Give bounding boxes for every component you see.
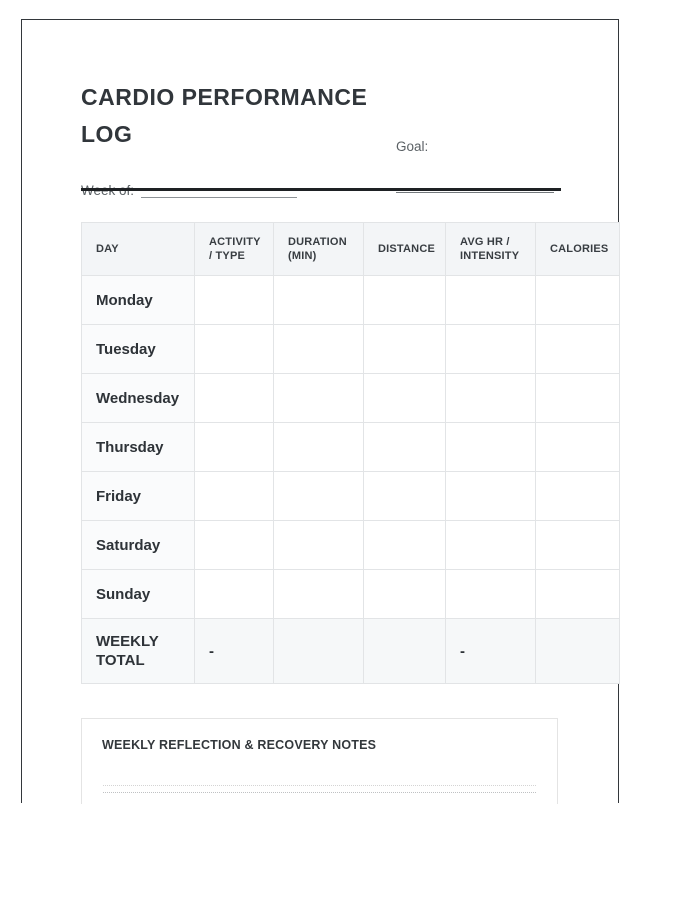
day-label: Tuesday: [82, 325, 195, 374]
notes-heading: WEEKLY REFLECTION & RECOVERY NOTES: [102, 738, 377, 752]
table-row-sunday: [82, 570, 620, 619]
log-cell[interactable]: [446, 521, 536, 570]
log-cell[interactable]: [364, 521, 446, 570]
notes-writing-line[interactable]: [103, 785, 536, 793]
log-cell[interactable]: [446, 374, 536, 423]
log-cell[interactable]: [274, 374, 364, 423]
total-calories-cell[interactable]: [536, 619, 620, 684]
day-label: Sunday: [82, 570, 195, 619]
log-cell[interactable]: [195, 472, 274, 521]
week-of-input-line[interactable]: [141, 197, 297, 198]
log-cell[interactable]: [536, 472, 620, 521]
log-cell[interactable]: [274, 521, 364, 570]
header-divider: [81, 188, 561, 191]
log-cell[interactable]: [364, 570, 446, 619]
table-row-wednesday: [82, 374, 620, 423]
day-label: Friday: [82, 472, 195, 521]
log-cell[interactable]: [195, 276, 274, 325]
table-row-thursday: [82, 423, 620, 472]
log-cell[interactable]: [536, 570, 620, 619]
log-cell[interactable]: [536, 325, 620, 374]
log-cell[interactable]: [274, 423, 364, 472]
log-cell[interactable]: [274, 325, 364, 374]
column-header-day: DAY: [82, 223, 195, 276]
log-cell[interactable]: [446, 570, 536, 619]
header-row: [82, 223, 620, 276]
log-cell[interactable]: [364, 374, 446, 423]
goal-label: Goal:: [396, 139, 429, 154]
column-header-activity: ACTIVITY / TYPE: [195, 223, 274, 276]
day-label: Wednesday: [82, 374, 195, 423]
log-cell[interactable]: [364, 276, 446, 325]
log-cell[interactable]: [274, 472, 364, 521]
log-cell[interactable]: [274, 570, 364, 619]
table-row-friday: [82, 472, 620, 521]
day-label: Saturday: [82, 521, 195, 570]
column-header-duration: DURATION (MIN): [274, 223, 364, 276]
log-cell[interactable]: [195, 374, 274, 423]
log-cell[interactable]: [446, 325, 536, 374]
cardio-log-table: [81, 222, 620, 684]
log-cell[interactable]: [536, 374, 620, 423]
log-cell[interactable]: [274, 276, 364, 325]
log-cell[interactable]: [364, 325, 446, 374]
weekly-total-label: WEEKLY TOTAL: [82, 619, 195, 684]
log-cell[interactable]: [446, 472, 536, 521]
log-cell[interactable]: [364, 423, 446, 472]
goal-input-line[interactable]: [396, 192, 554, 193]
log-cell[interactable]: [536, 521, 620, 570]
table-row-monday: [82, 276, 620, 325]
total-avg-hr-cell: -: [446, 619, 536, 684]
log-cell[interactable]: [536, 276, 620, 325]
table-row-saturday: [82, 521, 620, 570]
column-header-avg-hr: AVG HR / INTENSITY: [446, 223, 536, 276]
log-cell[interactable]: [195, 570, 274, 619]
log-cell[interactable]: [364, 472, 446, 521]
day-label: Thursday: [82, 423, 195, 472]
column-header-distance: DISTANCE: [364, 223, 446, 276]
table-row-tuesday: [82, 325, 620, 374]
log-cell[interactable]: [446, 276, 536, 325]
total-duration-cell[interactable]: [274, 619, 364, 684]
document-page: [21, 19, 619, 803]
week-of-label: [81, 183, 134, 199]
log-cell[interactable]: [195, 423, 274, 472]
weekly-total-row: [82, 619, 620, 684]
total-distance-cell[interactable]: [364, 619, 446, 684]
notes-section: [81, 718, 558, 804]
column-header-calories: CALORIES: [536, 223, 620, 276]
day-label: Monday: [82, 276, 195, 325]
log-cell[interactable]: [195, 325, 274, 374]
goal-field: [396, 139, 554, 155]
log-cell[interactable]: [536, 423, 620, 472]
page-title: CARDIO PERFORMANCE LOG: [81, 84, 368, 147]
log-cell[interactable]: [446, 423, 536, 472]
log-cell[interactable]: [195, 521, 274, 570]
total-activity-cell: -: [195, 619, 274, 684]
